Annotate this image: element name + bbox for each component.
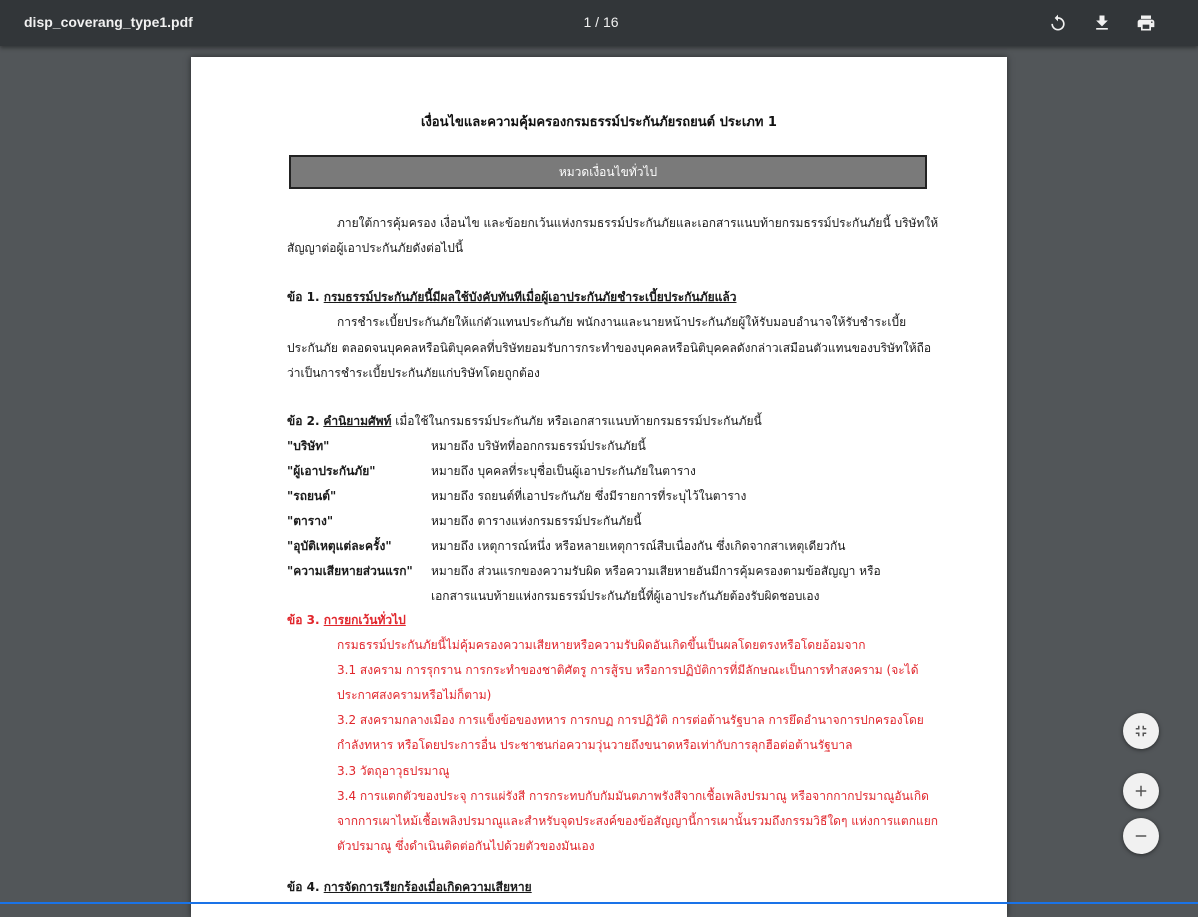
intro-line-2: สัญญาต่อผู้เอาประกันภัยดังต่อไปนี้ (287, 241, 464, 255)
term-1: "บริษัท" (287, 439, 330, 453)
clause-1-number: ข้อ 1. (287, 290, 320, 304)
clause-2-heading (287, 413, 762, 429)
term-4: "ตาราง" (287, 514, 334, 528)
clause-3-line-2: 3.1 สงคราม การรุกราน การกระทำของชาติศัตรู การสู้รบ หรือการปฏิบัติการที่มีลักษณะเป็นการทำสงคราม (จะได้ (337, 663, 919, 677)
clause-1-line-1: การชำระเบี้ยประกันภัยให้แก่ตัวแทนประกันภัย พนักงานและนายหน้าประกันภัยผู้ให้รับมอบอำนาจให้รับชำระเบี้ย (337, 315, 907, 329)
term-6: "ความเสียหายส่วนแรก" (287, 564, 413, 578)
clause-4-heading (287, 879, 532, 895)
clause-3-line-5: กำลังทหาร หรือโดยประการอื่น ประชาชนก่อความวุ่นวายถึงขนาดหรือเท่ากับการลุกฮือต่อต้านรัฐบาล (337, 738, 853, 752)
clause-3-line-6: 3.3 วัตถุอาวุธปรมาณู (337, 764, 450, 778)
clause-2-number: ข้อ 2. (287, 414, 320, 428)
clause-3-line-9: ตัวปรมาณู ซึ่งดำเนินติดต่อกันไปด้วยตัวของมันเอง (337, 839, 595, 853)
fit-page-button[interactable] (1123, 713, 1159, 749)
zoom-in-button[interactable] (1123, 773, 1159, 809)
term-3: "รถยนต์" (287, 489, 337, 503)
file-name: disp_coverang_type1.pdf (24, 14, 193, 30)
clause-1-title: กรมธรรม์ประกันภัยนี้มีผลใช้บังคับทันทีเมื่อผู้เอาประกันภัยชำระเบี้ยประกันภัยแล้ว (323, 290, 737, 304)
print-button[interactable] (1132, 9, 1160, 37)
clause-2-title: คำนิยามศัพท์ (323, 414, 392, 428)
clause-3-line-4: 3.2 สงครามกลางเมือง การแข็งข้อของทหาร การกบฏ การปฏิวัติ การต่อต้านรัฐบาล การยึดอำนาจการปกครองโดย (337, 713, 924, 727)
clause-3-line-3: ประกาศสงครามหรือไม่ก็ตาม) (337, 688, 492, 702)
term-6-def: หมายถึง ส่วนแรกของความรับผิด หรือความเสียหายอันมีการคุ้มครองตามข้อสัญญา หรือ (431, 564, 881, 578)
term-4-def: หมายถึง ตารางแห่งกรมธรรม์ประกันภัยนี้ (431, 514, 642, 528)
zoom-out-button[interactable] (1123, 818, 1159, 854)
clause-4-title: การจัดการเรียกร้องเมื่อเกิดความเสียหาย (323, 880, 532, 894)
clause-4-number: ข้อ 4. (287, 880, 320, 894)
rotate-button[interactable] (1044, 9, 1072, 37)
term-6-def-continued: เอกสารแนบท้ายแห่งกรมธรรม์ประกันภัยนี้ที่ผู้เอาประกันภัยต้องรับผิดชอบเอง (431, 589, 820, 603)
download-button[interactable] (1088, 9, 1116, 37)
term-5: "อุบัติเหตุแต่ละครั้ง" (287, 539, 392, 553)
clause-3-line-1: กรมธรรม์ประกันภัยนี้ไม่คุ้มครองความเสียหายหรือความรับผิดอันเกิดขึ้นเป็นผลโดยตรงหรือโดยอ้อมจาก (337, 638, 866, 652)
term-2-def: หมายถึง บุคคลที่ระบุชื่อเป็นผู้เอาประกันภัยในตาราง (431, 464, 696, 478)
fit-page-icon (1132, 722, 1150, 740)
intro-line-1: ภายใต้การคุ้มครอง เงื่อนไข และข้อยกเว้นแห่งกรมธรรม์ประกันภัยและเอกสารแนบท้ายกรมธรรม์ประกันภัยนี้ บริษัทให้ (337, 216, 939, 230)
clause-1-line-3: ว่าเป็นการชำระเบี้ยประกันภัยแก่บริษัทโดยถูกต้อง (287, 366, 540, 380)
rotate-icon (1048, 13, 1068, 33)
clause-3-line-8: จากการเผาไหม้เชื้อเพลิงปรมาณูและสำหรับจุดประสงค์ของข้อสัญญานี้การเผานั้นรวมถึงกรรมวิธีใดๆ แห่งการแตกแยก (337, 814, 939, 828)
download-icon (1092, 13, 1112, 33)
pdf-toolbar (0, 0, 1198, 46)
pdf-page (191, 57, 1007, 917)
clause-1-heading (287, 289, 736, 305)
clause-3-line-7: 3.4 การแตกตัวของประจุ การแผ่รังสี การกระทบกับกัมมันตภาพรังสีจากเชื้อเพลิงปรมาณู หรือจากกากปรมาณูอันเกิด (337, 789, 929, 803)
section-banner: หมวดเงื่อนไขทั่วไป (289, 155, 927, 189)
zoom-in-icon (1132, 782, 1150, 800)
clause-2-tail: เมื่อใช้ในกรมธรรม์ประกันภัย หรือเอกสารแนบท้ายกรมธรรม์ประกันภัยนี้ (395, 414, 762, 428)
clause-3-heading (287, 612, 406, 628)
zoom-out-icon (1132, 827, 1150, 845)
clause-3-number: ข้อ 3. (287, 613, 320, 627)
term-1-def: หมายถึง บริษัทที่ออกกรมธรรม์ประกันภัยนี้ (431, 439, 646, 453)
term-5-def: หมายถึง เหตุการณ์หนึ่ง หรือหลายเหตุการณ์สืบเนื่องกัน ซึ่งเกิดจากสาเหตุเดียวกัน (431, 539, 846, 553)
document-title: เงื่อนไขและความคุ้มครองกรมธรรม์ประกันภัยรถยนต์ ประเภท 1 (421, 115, 777, 130)
clause-1-line-2: ประกันภัย ตลอดจนบุคคลหรือนิติบุคคลที่บริษัทยอมรับการกระทำของบุคคลหรือนิติบุคคลดังกล่าวเสมือนตัวแทนของบริษัทให้ถือ (287, 341, 932, 355)
term-2: "ผู้เอาประกันภัย" (287, 464, 376, 478)
clause-3-title: การยกเว้นทั่วไป (323, 613, 406, 627)
page-indicator[interactable]: 1 / 16 (583, 14, 619, 30)
print-icon (1136, 13, 1156, 33)
term-3-def: หมายถึง รถยนต์ที่เอาประกันภัย ซึ่งมีรายการที่ระบุไว้ในตาราง (431, 489, 747, 503)
